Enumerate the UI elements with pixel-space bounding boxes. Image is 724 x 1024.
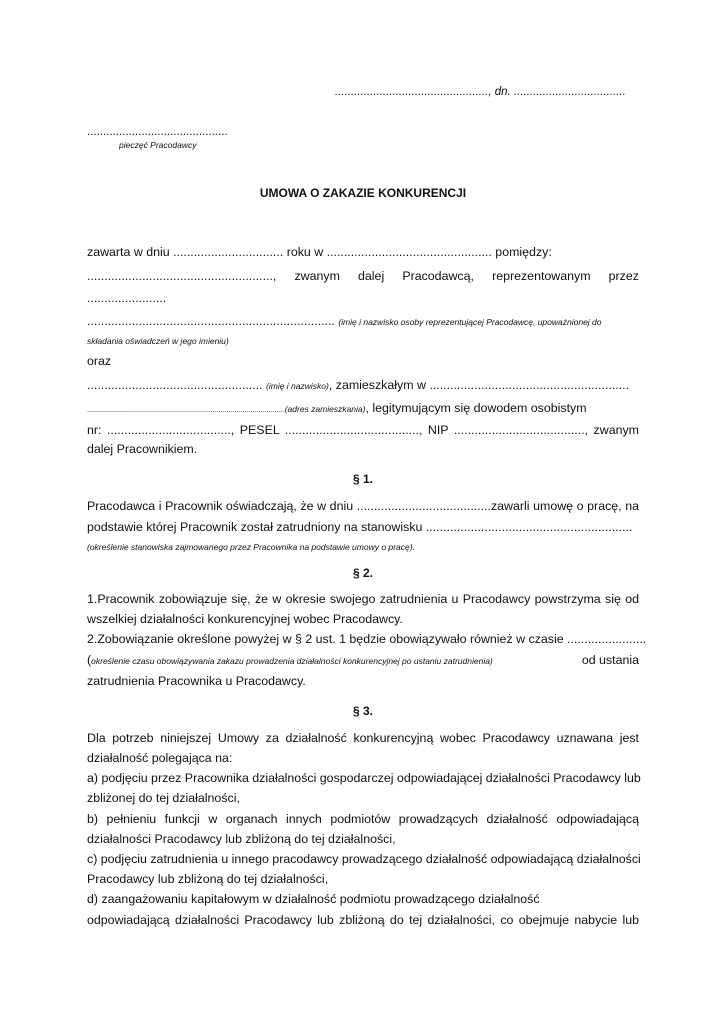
intro-line-4	[87, 313, 639, 330]
section-2-heading: § 2.	[352, 566, 373, 580]
intro-line-9: nr: ...................................., PESEL ......................................., NIP ......................................, zwanym	[87, 423, 639, 437]
section-1-line-2: podstawie której Pracownik został zatrudniony na stanowisku ............................................................	[87, 520, 633, 534]
intro-line-5: składania oświadczeń w jego imieniu)	[87, 336, 229, 346]
section-3-line-1: Dla potrzeb niniejszej Umowy za działalność konkurencyjną wobec Pracodawcy uznawana jest	[87, 731, 639, 745]
section-3-line-10: odpowiadającą działalności Pracodawcy lub zbliżoną do tej działalności, co obejmuje nabycie lub	[87, 913, 639, 927]
section-1-line-1: Pracodawca i Pracownik oświadczają, że w dniu .......................................zawarli umowę o pracę, na	[87, 499, 639, 513]
employee-name-dots: ...................................................	[87, 378, 263, 392]
duration-note: określenie czasu obowiązywania zakazu prowadzenia działalności konkurencyjnej po ustaniu zatrudnienia)	[91, 656, 493, 666]
section-1-heading: § 1.	[352, 472, 373, 486]
section-1-note: (określenie stanowiska zajmowanego przez Pracownika na podstawie umowy o pracę).	[87, 542, 415, 552]
stamp-label: pieczęć Pracodawcy	[119, 140, 197, 150]
place-date-line: ................................................, dn. ...................................	[335, 86, 626, 98]
employee-address-label: , zamieszkałym w ..........................................................	[328, 378, 630, 392]
representative-dots: ........................................................................	[87, 314, 335, 328]
intro-line-1: zawarta w dniu ................................ roku w ................................................ pomiędzy:	[87, 245, 552, 259]
section-3-line-2: działalność polegająca na:	[87, 751, 233, 765]
section-3-line-7: c) podjęciu zatrudnienia u innego pracodawcy prowadzącego działalność odpowiadającą działalności	[87, 852, 641, 866]
section-3-line-8: Pracodawcy lub zbliżoną do tej działalności,	[87, 872, 329, 886]
intro-line-10: dalej Pracownikiem.	[87, 442, 198, 456]
section-3-line-5: b) pełnieniu funkcji w organach innych podmiotów prowadzących działalność odpowiadającą	[87, 812, 639, 826]
employer-dots: ......................................................,	[87, 269, 277, 283]
stamp-dots: ............................................	[87, 126, 228, 138]
word-zwanym: zwanym	[294, 269, 340, 283]
intro-line-8	[87, 400, 639, 418]
section-3-line-6: działalności Pracodawcy lub zbliżoną do tej działalności,	[87, 832, 396, 846]
intro-oraz: oraz	[87, 354, 112, 368]
section-2-line-3: 2.Zobowiązanie określone powyżej w § 2 ust. 1 będzie obowiązywało również w czasie .......................	[87, 632, 647, 646]
intro-line-7	[87, 377, 639, 394]
word-przez: przez	[608, 269, 639, 283]
representative-note: (imię i nazwisko osoby reprezentującej Pracodawcę, upoważnionej do	[338, 317, 602, 327]
id-card-label: , legitymującym się dowodem osobistym	[365, 401, 587, 415]
section-2-line-1: 1.Pracownik zobowiązuje się, że w okresie swojego zatrudnienia u Pracodawcy powstrzyma się od	[87, 592, 639, 606]
section-3-line-3: a) podjęciu przez Pracownika działalności gospodarczej odpowiadającej działalności Pracodawcy lub	[87, 771, 641, 785]
section-3-line-4: zbliżonej do tej działalności,	[87, 791, 240, 805]
intro-line-3: .......................	[87, 291, 167, 305]
word-pracodawca: Pracodawcą,	[402, 269, 474, 283]
section-2-line-5: zatrudnienia Pracownika u Pracodawcy.	[87, 674, 306, 688]
section-2-line-2: wszelkiej działalności konkurencyjnej wobec Pracodawcy.	[87, 612, 403, 626]
document-title: UMOWA O ZAKAZIE KONKURENCJI	[259, 186, 467, 200]
employee-name-note: (imię i nazwisko)	[266, 381, 329, 391]
duration-rest: od ustania	[581, 653, 639, 667]
section-2-line-4	[87, 652, 639, 669]
section-3-line-9: d) zaangażowaniu kapitałowym w działalność podmiotu prowadzącego działalność	[87, 892, 540, 906]
word-dalej: dalej	[358, 269, 385, 283]
open-paren: (	[87, 653, 92, 667]
intro-line-2	[87, 268, 639, 284]
address-note: (adres zamieszkania)	[284, 404, 366, 414]
word-reprezentowanym: reprezentowanym	[492, 269, 591, 283]
address-dots: ...................................................................................................	[87, 405, 285, 414]
duration-note-wrapper	[87, 652, 493, 669]
section-3-heading: § 3.	[352, 704, 373, 718]
